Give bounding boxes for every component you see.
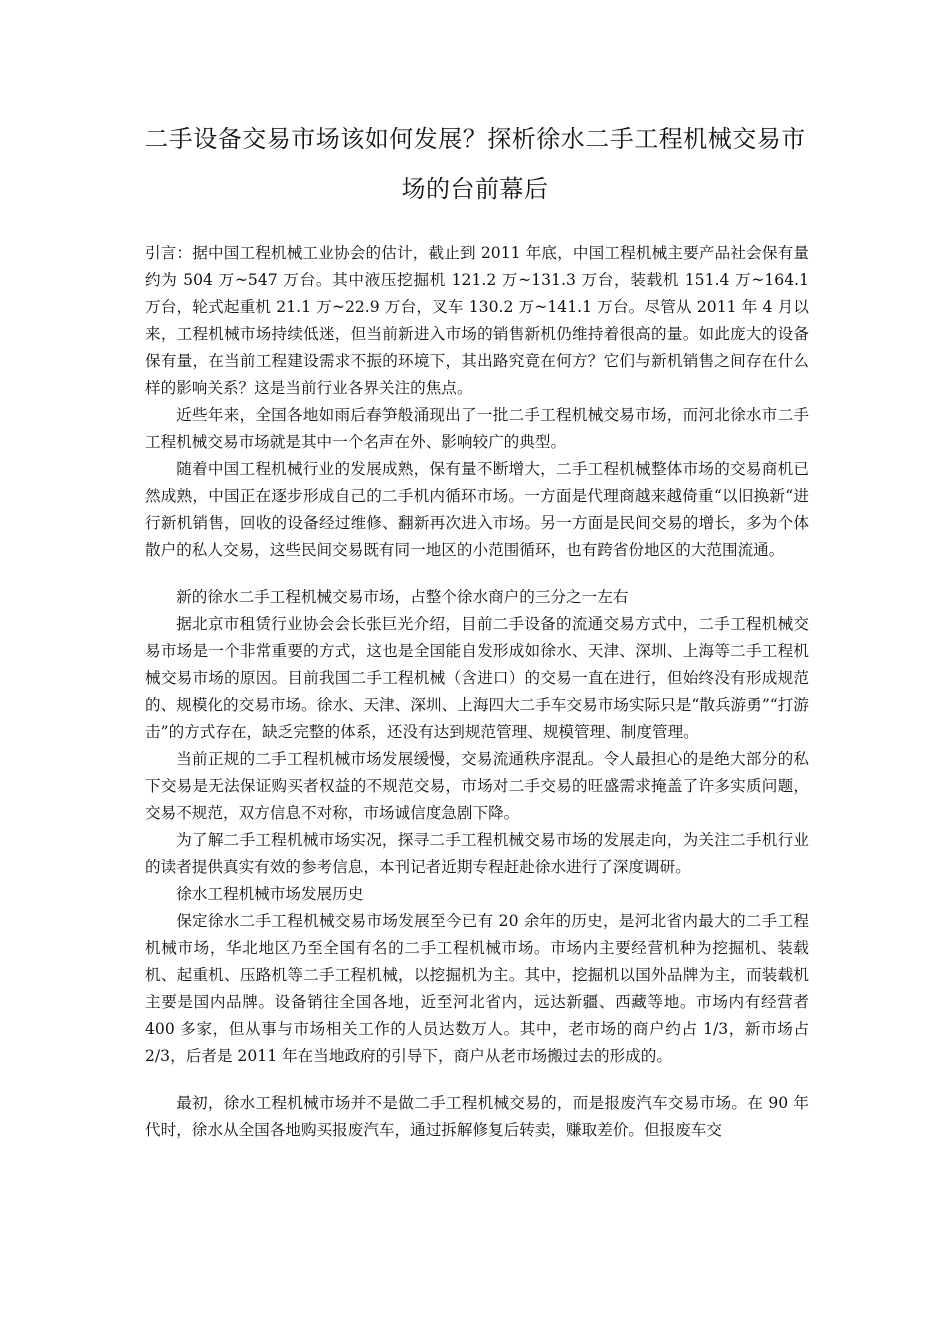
paragraph: 近些年来，全国各地如雨后春笋般涌现出了一批二手工程机械交易市场，而河北徐水市二手工程机械交易市场就是其中一个名声在外、影响较广的典型。 bbox=[145, 406, 809, 451]
paragraph-intro: 引言：据中国工程机械工业协会的估计，截止到 2011 年底，中国工程机械主要产品社会保有量约为 504 万~547 万台。其中液压挖掘机 121.2 万~131.3 万台，装载机 151.4 万~164.1 万台，轮式起重机 21.1 万~22.9 万台，叉车 130.2 万~141.1 万台。尽管从 2011 年 4 月以来，工程机械市场持续低迷，但当前新进入市场的销售新机仍维持着很高的量。如此庞大的设备保有量，在当前工程建设需求不振的环境下，其出路究竟在何方？它们与新机销售之间存在什么样的影响关系？这是当前行业各界关注的焦点。 bbox=[145, 244, 809, 397]
paragraph: 为了解二手工程机械市场实况，探寻二手工程机械交易市场的发展走向，为关注二手机行业的读者提供真实有效的参考信息，本刊记者近期专程赶赴徐水进行了深度调研。 bbox=[145, 831, 809, 876]
section-heading: 新的徐水二手工程机械交易市场，占整个徐水商户的三分之一左右 bbox=[176, 588, 629, 606]
paragraph: 当前正规的二手工程机械市场发展缓慢，交易流通秩序混乱。令人最担心的是绝大部分的私下交易是无法保证购买者权益的不规范交易，市场对二手交易的旺盛需求掩盖了许多实质问题，交易不规范，双方信息不对称，市场诚信度急剧下降。 bbox=[145, 750, 809, 822]
document-body bbox=[145, 240, 809, 1144]
paragraph: 保定徐水二手工程机械交易市场发展至今已有 20 余年的历史，是河北省内最大的二手工程机械市场，华北地区乃至全国有名的二手工程机械市场。市场内主要经营机种为挖掘机、装载机、起重机、压路机等二手工程机械，以挖掘机为主。其中，挖掘机以国外品牌为主，而装载机主要是国内品牌。设备销往全国各地，近至河北省内，远达新疆、西藏等地。市场内有经营者 400 多家，但从事与市场相关工作的人员达数万人。其中，老市场的商户约占 1/3，新市场占 2/3，后者是 2011 年在当地政府的引导下，商户从老市场搬过去的形成的。 bbox=[145, 912, 809, 1065]
paragraph: 最初，徐水工程机械市场并不是做二手工程机械交易的，而是报废汽车交易市场。在 90 年代时，徐水从全国各地购买报废汽车，通过拆解修复后转卖，赚取差价。但报废车交 bbox=[145, 1094, 809, 1139]
paragraph: 随着中国工程机械行业的发展成熟，保有量不断增大，二手工程机械整体市场的交易商机已然成熟，中国正在逐步形成自己的二手机内循环市场。一方面是代理商越来越倚重“以旧换新“进行新机销售，回收的设备经过维修、翻新再次进入市场。另一方面是民间交易的增长，多为个体散户的私人交易，这些民间交易既有同一地区的小范围循环，也有跨省份地区的大范围流通。 bbox=[145, 460, 809, 559]
section-heading: 徐水工程机械市场发展历史 bbox=[176, 885, 364, 903]
document-title: 二手设备交易市场该如何发展？探析徐水二手工程机械交易市场的台前幕后 bbox=[144, 125, 806, 203]
paragraph: 据北京市租赁行业协会会长张巨光介绍，目前二手设备的流通交易方式中，二手工程机械交易市场是一个非常重要的方式，这也是全国能自发形成如徐水、天津、深圳、上海等二手工程机械交易市场的原因。目前我国二手工程机械（含进口）的交易一直在进行，但始终没有形成规范的、规模化的交易市场。徐水、天津、深圳、上海四大二手车交易市场实际只是“散兵游勇”“打游击”的方式存在，缺乏完整的体系，还没有达到规范管理、规模管理、制度管理。 bbox=[145, 615, 809, 741]
